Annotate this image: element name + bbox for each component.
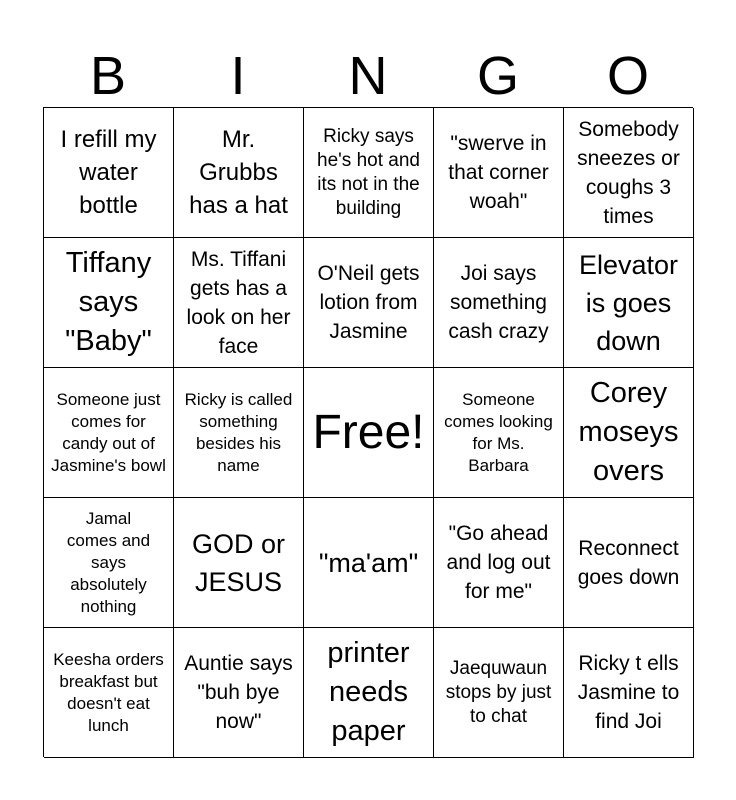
header-letter-i: I: [230, 46, 246, 106]
bingo-cell[interactable]: printer needs paper: [304, 628, 434, 758]
bingo-cell[interactable]: GOD or JESUS: [174, 498, 304, 628]
bingo-cell[interactable]: Ms. Tiffani gets has a look on her face: [174, 238, 304, 368]
header-letter-o: O: [606, 46, 649, 106]
bingo-cell[interactable]: I refill my water bottle: [44, 108, 174, 238]
bingo-cell[interactable]: Keesha orders breakfast but doesn't eat lunch: [44, 628, 174, 758]
bingo-cell[interactable]: O'Neil gets lotion from Jasmine: [304, 238, 434, 368]
bingo-cell[interactable]: Tiffany says "Baby": [44, 238, 174, 368]
bingo-cell[interactable]: "ma'am": [304, 498, 434, 628]
bingo-cell[interactable]: Ricky is called something besides his name: [174, 368, 304, 498]
bingo-cell[interactable]: Somebody sneezes or coughs 3 times: [564, 108, 694, 238]
bingo-cell[interactable]: Mr. Grubbs has a hat: [174, 108, 304, 238]
bingo-cell[interactable]: Elevator is goes down: [564, 238, 694, 368]
bingo-cell[interactable]: "swerve in that corner woah": [434, 108, 564, 238]
bingo-cell[interactable]: Ricky t ells Jasmine to find Joi: [564, 628, 694, 758]
bingo-cell[interactable]: Jaequwaun stops by just to chat: [434, 628, 564, 758]
header-letter-g: G: [476, 46, 519, 106]
bingo-header: [43, 44, 693, 108]
bingo-card-grid: [43, 107, 693, 757]
bingo-cell[interactable]: Reconnect goes down: [564, 498, 694, 628]
bingo-cell[interactable]: Corey moseys overs: [564, 368, 694, 498]
bingo-cell[interactable]: Ricky says he's hot and its not in the building: [304, 108, 434, 238]
bingo-cell[interactable]: Jamal comes and says absolutely nothing: [44, 498, 174, 628]
bingo-cell[interactable]: "Go ahead and log out for me": [434, 498, 564, 628]
bingo-cell[interactable]: Auntie says "buh bye now": [174, 628, 304, 758]
header-letter-b: B: [89, 46, 127, 106]
bingo-cell[interactable]: Someone comes looking for Ms. Barbara: [434, 368, 564, 498]
bingo-cell[interactable]: Someone just comes for candy out of Jasmine's bowl: [44, 368, 174, 498]
header-letter-n: N: [348, 46, 388, 106]
free-space[interactable]: Free!: [304, 368, 434, 498]
bingo-cell[interactable]: Joi says something cash crazy: [434, 238, 564, 368]
